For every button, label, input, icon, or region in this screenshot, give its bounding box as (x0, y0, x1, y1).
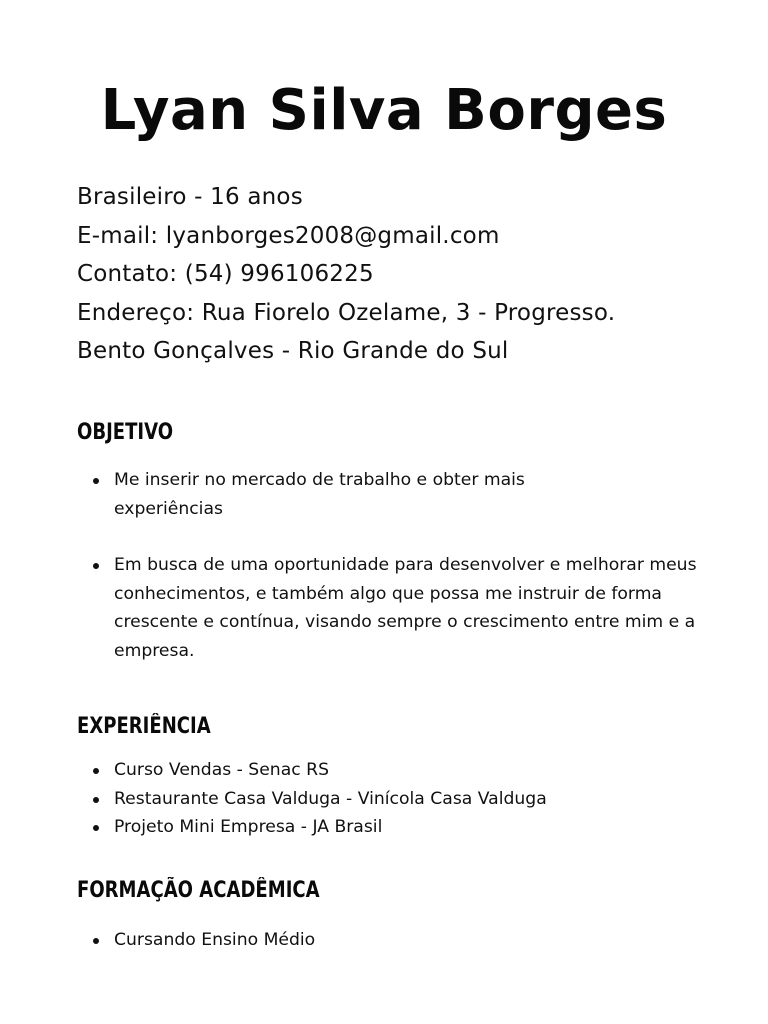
bullet-icon (93, 768, 99, 774)
nationality-age: Brasileiro - 16 anos (77, 184, 303, 210)
experience-list (93, 756, 713, 842)
bullet-icon (93, 563, 99, 569)
city-line: Bento Gonçalves - Rio Grande do Sul (77, 338, 509, 364)
bullet-icon (93, 825, 99, 831)
education-item-text: Cursando Ensino Médio (114, 930, 316, 950)
bullet-icon (93, 797, 99, 803)
objective-item-text: Em busca de uma oportunidade para desenvolver e melhorar meus conhecimentos, e também algo que possa me instruir de forma crescente e contínua, visando sempre o crescimento entre mim e a empresa. (114, 555, 697, 661)
education-heading: FORMAÇÃO ACADÊMICA (77, 878, 320, 903)
experience-heading: EXPERIÊNCIA (77, 714, 211, 739)
email-line: E-mail: lyanborges2008@gmail.com (77, 222, 500, 249)
objective-list (93, 466, 713, 666)
list-item (93, 466, 584, 523)
contact-line: Contato: (54) 996106225 (77, 261, 374, 287)
list-item (93, 551, 714, 665)
experience-item-text: Restaurante Casa Valduga - Vinícola Casa Valduga (114, 788, 547, 809)
experience-item-text: Projeto Mini Empresa - JA Brasil (114, 817, 383, 838)
bullet-icon (93, 478, 99, 484)
list-item (93, 785, 713, 814)
objective-item-text: Me inserir no mercado de trabalho e obter mais experiências (114, 470, 525, 519)
bullet-icon (93, 938, 99, 944)
address-line: Endereço: Rua Fiorelo Ozelame, 3 - Progresso. (77, 299, 616, 326)
list-item (93, 813, 713, 842)
list-item (93, 756, 713, 785)
personal-info (77, 178, 737, 371)
objective-heading: OBJETIVO (77, 420, 174, 445)
experience-item-text: Curso Vendas - Senac RS (114, 760, 329, 780)
education-list (93, 926, 713, 955)
candidate-name: Lyan Silva Borges (100, 78, 668, 143)
list-item (93, 926, 713, 955)
